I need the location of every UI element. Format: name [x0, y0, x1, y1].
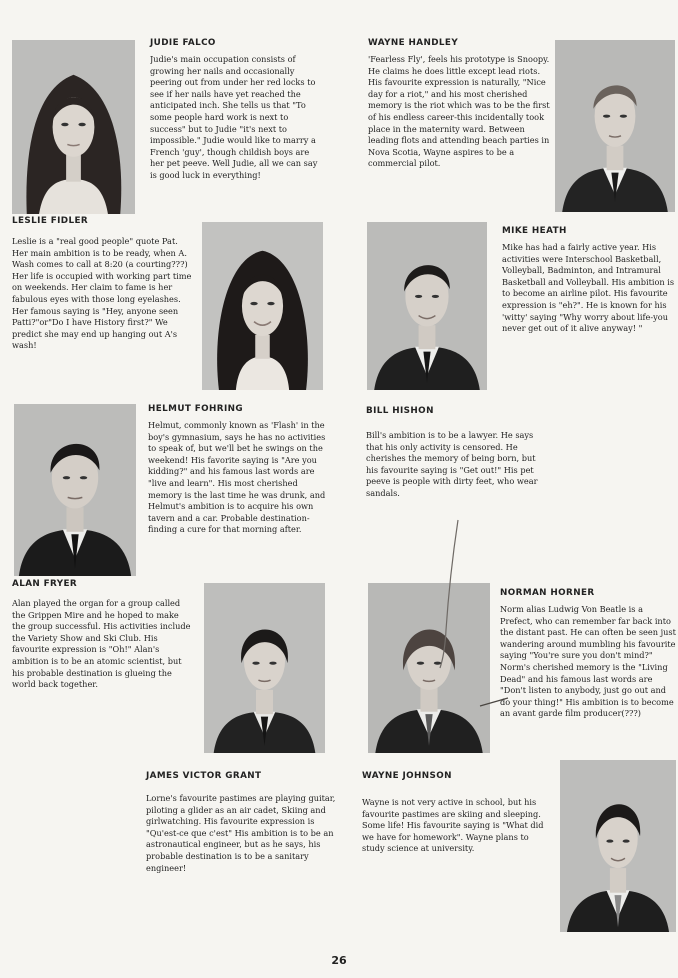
- student-name-bill-hishon: BILL HISHON: [366, 406, 434, 416]
- student-name-helmut-fohring: HELMUT FOHRING: [148, 404, 244, 414]
- student-name-norman-horner: NORMAN HORNER: [500, 588, 595, 598]
- student-bio-bill-hishon: Bill's ambition is to be a lawyer. He says that his only activity is censored. He cherishes the memory of being born, but his favourite saying is "Get out!" His pet peeve is people with dirty feet, who wear sandals.: [366, 430, 538, 498]
- student-bio-helmut-fohring: Helmut, commonly known as 'Flash' in the boy's gymnasium, says he has no activities to speak of, but we'll bet he swings on the weekend! His favorite saying is "Are you kidding?" and his famous last words are "live and learn". His most cherished memory is the last time he was drunk, and Helmut's ambition is to acquire his own tavern and a car. Probable destination- finding a cure for that morning after.: [148, 420, 326, 535]
- student-bio-james-victor-grant: Lorne's favourite pastimes are playing guitar, piloting a glider as an air cadet, Skiing and girlwatching. His favourite expression is "Qu'est-ce que c'est" His ambition is to be an astronautical engineer, but as he says, his probable destination is to be a sanitary engineer!: [146, 793, 336, 873]
- student-bio-alan-fryer: Alan played the organ for a group called the Grippen Mire and he hoped to make the group successful. His activities include the Variety Show and Ski Club. His favourite expression is "Oh!" Alan's ambition is to be an atomic scientist, but his probable destination is glueing the world back together.: [12, 598, 191, 690]
- student-name-james-victor-grant: JAMES VICTOR GRANT: [146, 771, 262, 781]
- wayne-handley-photo: [555, 40, 675, 212]
- student-bio-mike-heath: Mike has had a fairly active year. His activities were Interschool Basketball, Volleyball, Badminton, and Intramural Basketball and Volleyball. His ambition is to become an airline pilot. His favourite expression is "eh?". He is known for his 'witty' saying "Why worry about life-you never get out of it alive anyway! ": [502, 242, 675, 334]
- norman-horner-photo: [368, 583, 490, 753]
- student-bio-leslie-fidler: Leslie is a "real good people" quote Pat. Her main ambition is to be ready, when A. Wash comes to call at 8:20 (a courting???) Her life is occupied with working part time on weekends. Her claim to fame is her fabulous eyes with those long eyelashes. Her famous saying is "Hey, anyone seen Patti?"or"Do I have History first?" We predict she may end up hanging out A's wash!: [12, 236, 192, 351]
- student-name-mike-heath: MIKE HEATH: [502, 226, 567, 236]
- student-name-wayne-johnson: WAYNE JOHNSON: [362, 771, 452, 781]
- student-bio-judie-falco: Judie's main occupation consists of growing her nails and occasionally peering out from under her red locks to see if her nails have yet reached the anticipated inch. She tells us that "To some people hard work is next to success" but to Judie "it's next to impossible." Judie would like to marry a French 'guy', though childish boys are her pet peeve. Well Judie, all we can say is good luck in everything!: [150, 54, 318, 180]
- student-name-leslie-fidler: LESLIE FIDLER: [12, 216, 89, 226]
- alan-fryer-photo: [204, 583, 325, 753]
- wayne-johnson-photo: [560, 760, 676, 932]
- mike-heath-photo: [367, 222, 487, 390]
- leslie-fidler-photo: [202, 222, 323, 390]
- student-name-judie-falco: JUDIE FALCO: [150, 38, 216, 48]
- student-name-alan-fryer: ALAN FRYER: [12, 579, 78, 589]
- page-number: 26: [331, 954, 347, 967]
- helmut-fohring-photo: [14, 404, 136, 576]
- student-bio-wayne-johnson: Wayne is not very active in school, but his favourite pastimes are skiing and sleeping. Some life! His favourite saying is "What did we have for homework". Wayne plans to study science at university.: [362, 797, 544, 854]
- judie-falco-photo: [12, 40, 135, 214]
- student-bio-norman-horner: Norm alias Ludwig Von Beatle is a Prefect, who can remember far back into the distant past. He can often be seen just wandering around mumbling his favourite saying "You're sure you don't mind?" Norm's cherished memory is the "Living Dead" and his famous last words are "Don't listen to anybody, just go out and do your thing!" His ambition is to become an avant garde film producer(???): [500, 604, 676, 719]
- student-bio-wayne-handley: 'Fearless Fly', feels his prototype is Snoopy. He claims he does little except lead riots. His favourite expression is naturally, "Nice day for a riot," and his most cherished memory is the riot which was to be the first of his endless career-this incidentally took place in the maternity ward. Between leading flots and attending beach parties in Nova Scotia, Wayne aspires to be a commercial pilot.: [368, 54, 550, 169]
- student-name-wayne-handley: WAYNE HANDLEY: [368, 38, 459, 48]
